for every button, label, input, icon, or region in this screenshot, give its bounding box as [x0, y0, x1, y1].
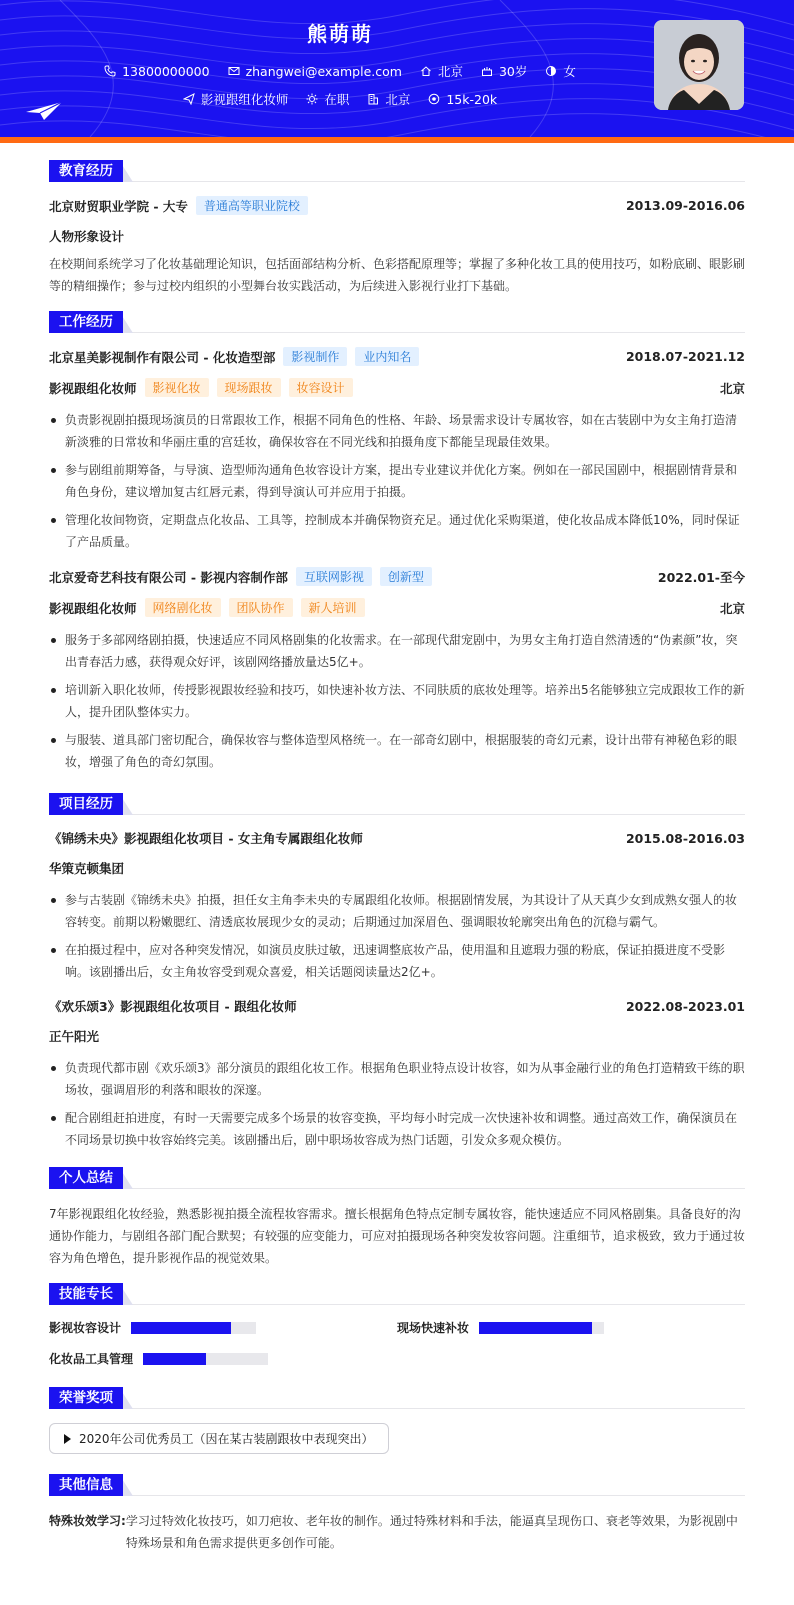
- section-title: 技能专长: [49, 1283, 123, 1305]
- intent-position: 影视跟组化妆师: [183, 90, 289, 108]
- job-city: 北京: [719, 380, 745, 396]
- age-icon: [481, 65, 493, 77]
- section-title: 其他信息: [49, 1474, 123, 1496]
- skill-bar: [131, 1322, 256, 1334]
- skill-item: [397, 1319, 745, 1336]
- portrait-icon: [654, 20, 744, 110]
- project-org-row: [49, 859, 745, 877]
- resume-header: [0, 0, 794, 137]
- education-row: [49, 196, 745, 215]
- major-name: 人物形象设计: [49, 229, 125, 244]
- home-icon: [420, 65, 432, 77]
- skill-bar-fill: [479, 1322, 592, 1334]
- company-tag: 创新型: [380, 567, 432, 586]
- role-row: [49, 378, 745, 397]
- list-item: 培训新入职化妆师，传授影视跟妆经验和技巧，如快速补妆方法、不同肤质的底妆处理等。培养出5名能够独立完成跟妆工作的新人，提升团队整体实力。: [49, 679, 745, 723]
- skill-bar: [143, 1353, 268, 1365]
- project-name: 《锦绣未央》影视跟组化妆项目 - 女主角专属跟组化妆师: [49, 831, 363, 846]
- project-org: 正午阳光: [49, 1029, 100, 1044]
- mail-icon: [228, 65, 240, 77]
- project-row: [49, 829, 745, 847]
- job-entry: [49, 567, 745, 773]
- contact-row: [0, 62, 680, 80]
- status-icon: [306, 93, 318, 105]
- list-item: 与服装、道具部门密切配合，确保妆容与整体造型风格统一。在一部奇幻剧中，根据服装的奇幻元素，设计出带有神秘色彩的眼妆，增强了角色的奇幻氛围。: [49, 729, 745, 773]
- avatar: [654, 20, 744, 110]
- intent-row: [0, 90, 680, 108]
- project-date: 2022.08-2023.01: [625, 998, 745, 1014]
- contact-email: zhangwei@example.com: [228, 62, 402, 80]
- section-header: [49, 311, 745, 333]
- skill-bar: [479, 1322, 604, 1334]
- section-title: 项目经历: [49, 793, 123, 815]
- major-row: [49, 227, 745, 245]
- intent-city: 北京: [367, 90, 410, 108]
- skill-tag: 现场跟妆: [217, 378, 281, 397]
- other-info-row: [49, 1510, 745, 1554]
- other-info-label: 特殊妆效学习:: [49, 1514, 126, 1528]
- contact-location: 北京: [420, 62, 463, 80]
- other-section: [49, 1474, 745, 1554]
- job-bullets: [49, 629, 745, 773]
- send-icon: [183, 93, 195, 105]
- company-tag: 互联网影视: [296, 567, 372, 586]
- project-row: [49, 997, 745, 1015]
- project-org-row: [49, 1027, 745, 1045]
- intent-salary: 15k-20k: [428, 90, 497, 108]
- building-icon: [367, 93, 379, 105]
- award-item: [49, 1423, 389, 1454]
- project-entry: [49, 997, 745, 1151]
- skill-item: [49, 1319, 397, 1336]
- list-item: 配合剧组赶拍进度，有时一天需要完成多个场景的妆容变换，平均每小时完成一次快速补妆和调整。通过高效工作，确保演员在不同场景切换中妆容始终完美。该剧播出后，剧中职场妆容成为热门话题，引发众多观众模仿。: [49, 1107, 745, 1151]
- education-date: 2013.09-2016.06: [625, 198, 745, 213]
- job-role: 影视跟组化妆师: [49, 380, 137, 396]
- company-tag: 业内知名: [355, 347, 419, 366]
- skill-tag: 妆容设计: [289, 378, 353, 397]
- list-item: 管理化妆间物资，定期盘点化妆品、工具等，控制成本并确保物资充足。通过优化采购渠道，使化妆品成本降低10%，同时保证了产品质量。: [49, 509, 745, 553]
- job-date: 2018.07-2021.12: [625, 349, 745, 364]
- skill-name: 现场快速补妆: [397, 1321, 470, 1335]
- skill-tag: 影视化妆: [145, 378, 209, 397]
- school-name: 北京财贸职业学院 - 大专: [49, 198, 188, 214]
- role-row: [49, 598, 745, 617]
- list-item: 负责影视剧拍摄现场演员的日常跟妆工作，根据不同角色的性格、年龄、场景需求设计专属妆容，如在古装剧中为女主角打造清新淡雅的日常妆和华丽庄重的宫廷妆，确保妆容在不同光线和拍摄角度下都能呈现最佳效果。: [49, 409, 745, 453]
- project-bullets: [49, 1057, 745, 1151]
- contact-age: 30岁: [481, 62, 527, 80]
- summary-text: 7年影视跟组化妆经验，熟悉影视拍摄全流程妆容需求。擅长根据角色特点定制专属妆容，能快速适应不同风格剧集。具备良好的沟通协作能力，与剧组各部门配合默契；有较强的应变能力，可应对拍摄现场各种突发妆容问题。注重细节，追求极致，致力于通过妆容为角色增色，提升影视作品的视觉效果。: [49, 1207, 746, 1265]
- section-header: [49, 1283, 745, 1305]
- list-item: 在拍摄过程中，应对各种突发情况，如演员皮肤过敏，迅速调整底妆产品，使用温和且遮瑕力强的粉底，保证拍摄进度不受影响。该剧播出后，女主角妆容受到观众喜爱，相关话题阅读量达2亿+。: [49, 939, 745, 983]
- section-title: 工作经历: [49, 311, 123, 333]
- contact-phone: 13800000000: [104, 62, 209, 80]
- paper-plane-icon: [24, 100, 64, 122]
- skill-name: 化妆品工具管理: [49, 1352, 134, 1366]
- skills-grid: [49, 1319, 745, 1367]
- skill-bar-fill: [143, 1353, 206, 1365]
- project-name: 《欢乐颂3》影视跟组化妆项目 - 跟组化妆师: [49, 999, 297, 1014]
- list-item: 参与剧组前期筹备，与导演、造型师沟通角色妆容设计方案，提出专业建议并优化方案。例如在一部民国剧中，根据剧情背景和角色身份，建议增加复古红唇元素，得到导演认可并应用于拍摄。: [49, 459, 745, 503]
- skill-item: [49, 1350, 397, 1367]
- company-row: [49, 347, 745, 366]
- job-entry: [49, 347, 745, 553]
- list-item: 负责现代都市剧《欢乐颂3》部分演员的跟组化妆工作。根据角色职业特点设计妆容，如为从事金融行业的角色打造精致干练的职场妆，强调眉形的利落和眼妆的深邃。: [49, 1057, 745, 1101]
- section-header: [49, 1167, 745, 1189]
- project-entry: [49, 829, 745, 983]
- company-row: [49, 567, 745, 586]
- job-date: 2022.01-至今: [657, 569, 745, 585]
- skills-section: [49, 1283, 745, 1367]
- list-item: 服务于多部网络剧拍摄，快速适应不同风格剧集的化妆需求。在一部现代甜宠剧中，为男女主角打造自然清透的“伪素颜”妆，突出青春活力感，获得观众好评，该剧网络播放量达5亿+。: [49, 629, 745, 673]
- education-section: [49, 160, 745, 297]
- job-city: 北京: [719, 600, 745, 616]
- projects-section: [49, 793, 745, 1151]
- summary-section: [49, 1167, 745, 1269]
- section-title: 个人总结: [49, 1167, 123, 1189]
- play-triangle-icon: [64, 1434, 71, 1444]
- work-section: [49, 311, 745, 773]
- skill-name: 影视妆容设计: [49, 1321, 122, 1335]
- section-title: 荣誉奖项: [49, 1387, 123, 1409]
- header-accent-bar: [0, 137, 794, 143]
- gender-icon: [545, 65, 557, 77]
- education-description: 在校期间系统学习了化妆基础理论知识，包括面部结构分析、色彩搭配原理等；掌握了多种化妆工具的使用技巧，如粉底刷、眼影刷等的精细操作；参与过校内组织的小型舞台妆实践活动，为后续进入影视行业打下基础。: [49, 257, 746, 293]
- job-bullets: [49, 409, 745, 553]
- section-header: [49, 1474, 745, 1496]
- intent-status: 在职: [306, 90, 349, 108]
- section-header: [49, 160, 745, 182]
- section-header: [49, 1387, 745, 1409]
- project-date: 2015.08-2016.03: [625, 830, 745, 846]
- awards-section: [49, 1387, 745, 1460]
- company-name: 北京爱奇艺科技有限公司 - 影视内容制作部: [49, 569, 288, 585]
- skill-bar-fill: [131, 1322, 231, 1334]
- phone-icon: [104, 65, 116, 77]
- skill-tag: 网络剧化妆: [145, 598, 221, 617]
- section-title: 教育经历: [49, 160, 123, 182]
- job-role: 影视跟组化妆师: [49, 600, 137, 616]
- project-org: 华策克顿集团: [49, 861, 125, 876]
- skill-tag: 团队协作: [229, 598, 293, 617]
- award-text: 2020年公司优秀员工（因在某古装剧跟妆中表现突出）: [79, 1432, 374, 1446]
- company-name: 北京星美影视制作有限公司 - 化妆造型部: [49, 349, 276, 365]
- company-tag: 影视制作: [283, 347, 347, 366]
- skill-tag: 新人培训: [301, 598, 365, 617]
- school-tag: 普通高等职业院校: [196, 196, 308, 215]
- resume-content: [49, 160, 745, 1568]
- section-header: [49, 793, 745, 815]
- project-bullets: [49, 889, 745, 983]
- list-item: 参与古装剧《锦绣未央》拍摄，担任女主角李未央的专属跟组化妆师。根据剧情发展，为其设计了从天真少女到成熟女强人的妆容转变。前期以粉嫩腮红、清透底妆展现少女的灵动；后期通过加深眉色、强调眼妆轮廓突出角色的沉稳与霸气。: [49, 889, 745, 933]
- contact-gender: 女: [545, 62, 576, 80]
- salary-icon: [428, 93, 440, 105]
- other-info-text: 学习过特效化妆技巧，如刀疤妆、老年妆的制作。通过特殊材料和手法，能逼真呈现伤口、衰老等效果，为影视剧中特殊场景和角色需求提供更多创作可能。: [125, 1514, 738, 1550]
- candidate-name: 熊萌萌: [307, 22, 373, 46]
